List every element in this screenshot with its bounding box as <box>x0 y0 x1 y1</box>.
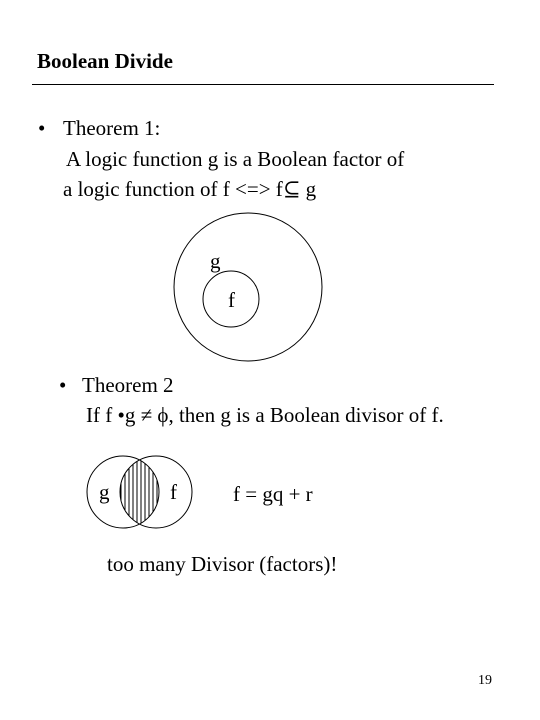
left-label-g: g <box>99 480 110 504</box>
subset-symbol: ⊆ <box>282 177 301 201</box>
g-text: g <box>124 403 136 427</box>
outer-circle-g <box>174 213 322 361</box>
inner-label-f: f <box>228 288 235 312</box>
bullet: • <box>59 373 67 397</box>
theorem2-line <box>86 402 444 428</box>
page-number: 19 <box>478 673 492 688</box>
note-text: too many Divisor (factors)! <box>107 552 338 576</box>
slide-title: Boolean Divide <box>37 49 173 73</box>
theorem1-heading: Theorem 1: <box>63 116 161 140</box>
not-equal-symbol: ≠ <box>140 403 153 427</box>
right-label-f: f <box>170 480 177 504</box>
bullet: • <box>38 116 46 140</box>
and-dot: • <box>117 403 125 427</box>
venn-subset-diagram <box>174 213 322 361</box>
if-f-text: If f <box>86 403 113 427</box>
theorem2-rest: , then g is a Boolean divisor of f. <box>168 403 444 427</box>
outer-label-g: g <box>210 249 221 273</box>
theorem2-heading: Theorem 2 <box>82 373 174 397</box>
empty-set-symbol: ϕ <box>157 403 169 427</box>
venn-intersection-diagram <box>87 456 192 528</box>
division-formula: f = gq + r <box>233 482 313 506</box>
theorem1-line2-prefix: a logic function of f <=> f <box>63 177 283 201</box>
theorem1-line2-suffix: g <box>300 177 317 201</box>
theorem1-line1: A logic function g is a Boolean factor of <box>66 147 405 171</box>
